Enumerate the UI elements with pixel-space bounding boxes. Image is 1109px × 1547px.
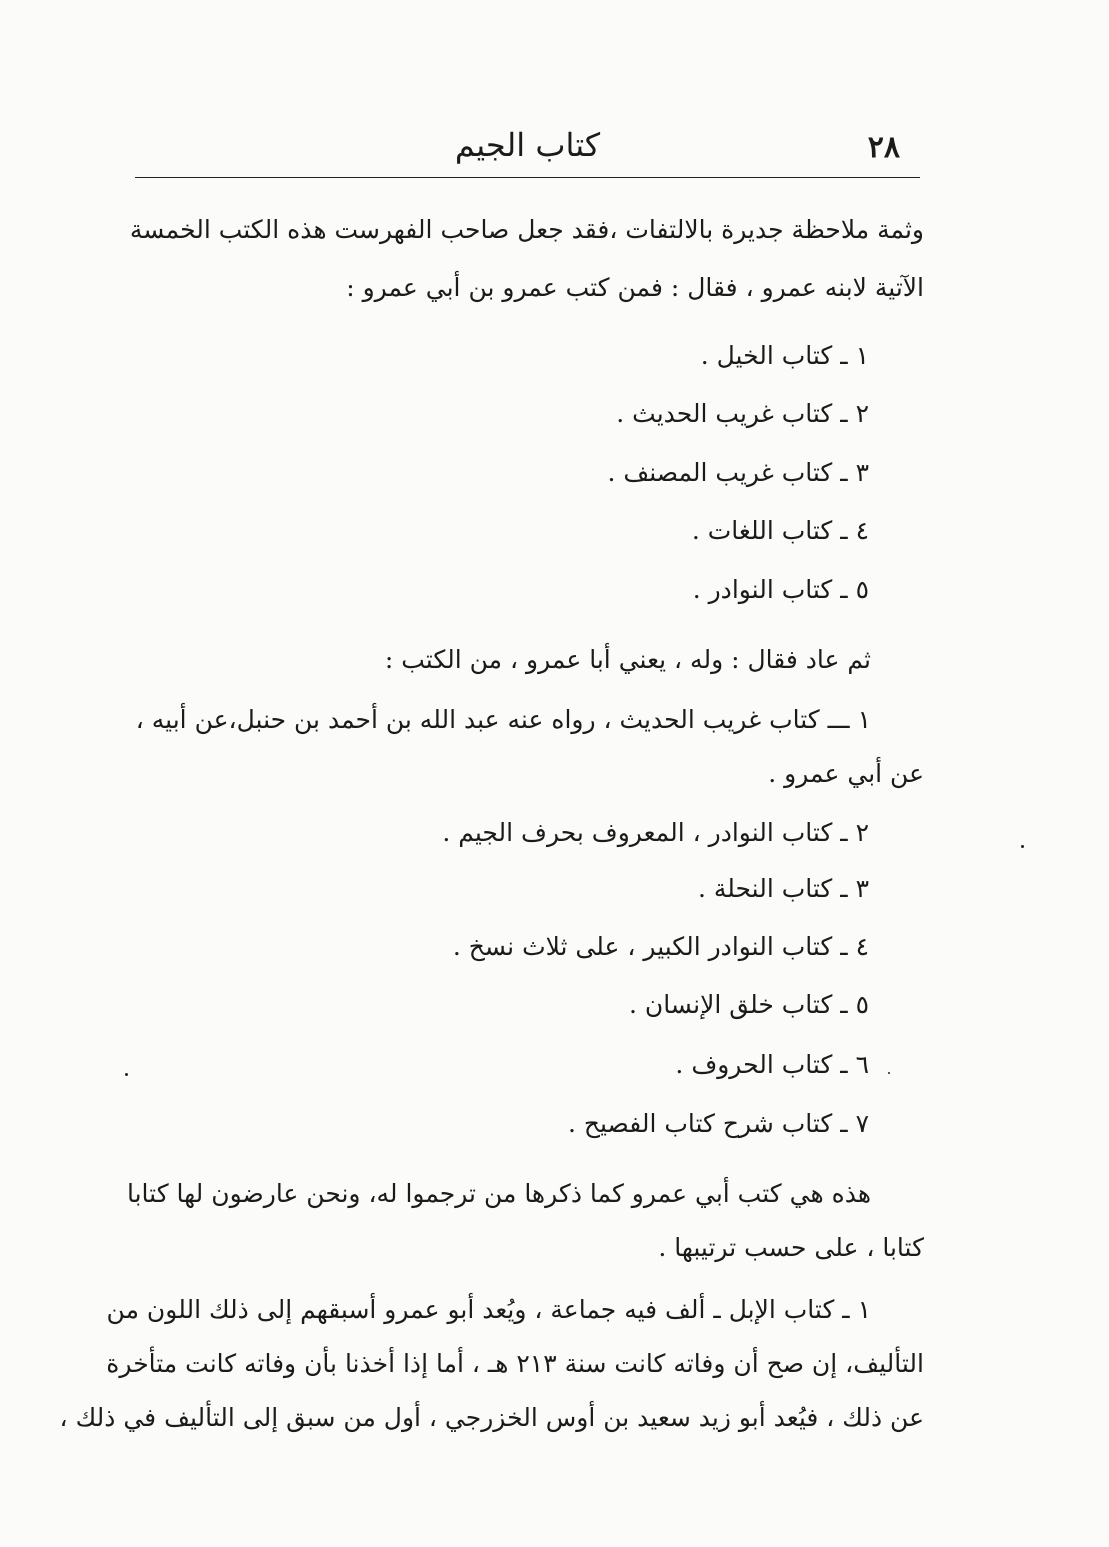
header-rule: [135, 177, 920, 178]
father-book-1-line-1: ١ ـــ كتاب غريب الحديث ، رواه عنه عبد الله بن أحمد بن حنبل،عن أبيه ،: [135, 705, 871, 734]
summary-line-2: كتابا ، على حسب ترتيبها .: [658, 1233, 924, 1262]
list-item: ٤ ـ كتاب اللغات .: [691, 516, 869, 545]
closing-line-2: التأليف، إن صح أن وفاته كانت سنة ٢١٣ هـ ، أما إذا أخذنا بأن وفاته كانت متأخرة: [106, 1349, 924, 1378]
running-title: كتاب الجيم: [454, 126, 601, 164]
list-item: ٥ ـ كتاب خلق الإنسان .: [628, 990, 869, 1019]
list-item: ٢ ـ كتاب غريب الحديث .: [616, 399, 869, 428]
scan-speck: [888, 1072, 890, 1074]
list-item: ٥ ـ كتاب النوادر .: [692, 575, 869, 604]
father-books-intro: ثم عاد فقال : وله ، يعني أبا عمرو ، من الكتب :: [384, 645, 871, 674]
list-item: ٧ ـ كتاب شرح كتاب الفصيح .: [567, 1109, 869, 1138]
list-item: ١ ـ كتاب الخيل .: [700, 341, 869, 370]
list-item: ٦ ـ كتاب الحروف .: [675, 1050, 869, 1079]
closing-line-3: عن ذلك ، فيُعد أبو زيد سعيد بن أوس الخزرجي ، أول من سبق إلى التأليف في ذلك ،: [59, 1403, 924, 1432]
list-item: ٣ ـ كتاب غريب المصنف .: [607, 458, 869, 487]
father-book-1-line-2: عن أبي عمرو .: [768, 759, 924, 788]
list-item: ٣ ـ كتاب النحلة .: [697, 874, 869, 903]
page-number: ٢٨: [867, 130, 900, 165]
list-item: ٢ ـ كتاب النوادر ، المعروف بحرف الجيم .: [442, 818, 869, 847]
scan-speck: [1021, 845, 1024, 848]
closing-line-1: ١ ـ كتاب الإبل ـ ألف فيه جماعة ، ويُعد أبو عمرو أسبقهم إلى ذلك اللون من: [106, 1295, 871, 1324]
scan-speck: [125, 1073, 128, 1076]
list-item: ٤ ـ كتاب النوادر الكبير ، على ثلاث نسخ .: [452, 932, 869, 961]
intro-line-2: الآتية لابنه عمرو ، فقال : فمن كتب عمرو بن أبي عمرو :: [346, 273, 924, 302]
page-header: [135, 120, 920, 180]
summary-line-1: هذه هي كتب أبي عمرو كما ذكرها من ترجموا له، ونحن عارضون لها كتابا: [126, 1179, 871, 1208]
intro-line-1: وثمة ملاحظة جديرة بالالتفات ،فقد جعل صاحب الفهرست هذه الكتب الخمسة: [129, 215, 924, 244]
